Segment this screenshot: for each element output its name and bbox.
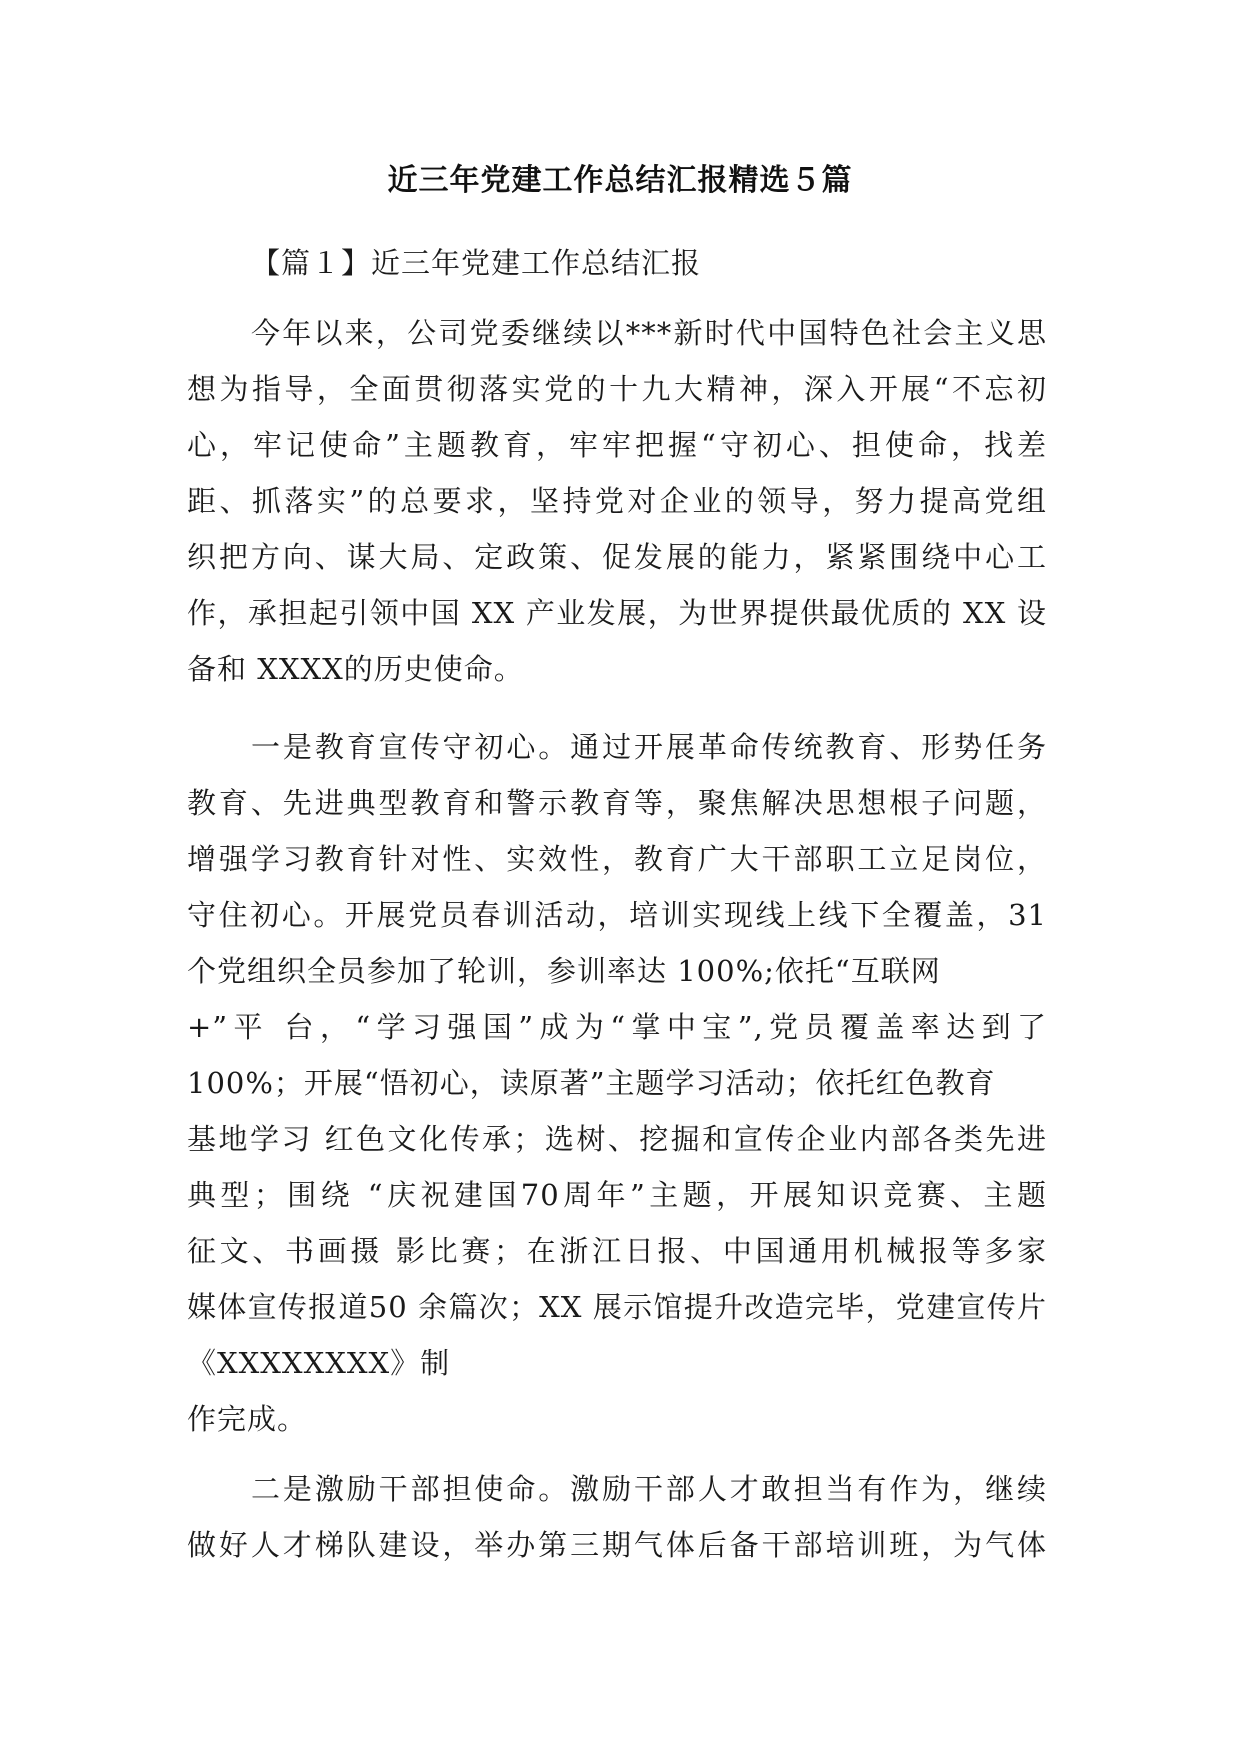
document-title: 近三年党建工作总结汇报精选５篇 bbox=[387, 163, 853, 198]
paragraph-line: 作完成。 bbox=[187, 1402, 308, 1436]
paragraph-line: 守住初心。开展党员春训活动，培训实现线上线下全覆盖，31 bbox=[187, 898, 1047, 932]
paragraph-line: 心，牢记使命”主题教育，牢牢把握“守初心、担使命，找差 bbox=[187, 428, 1047, 462]
paragraph-education bbox=[187, 719, 1047, 1447]
paragraph-line: 征文、书画摄 影比赛；在浙江日报、中国通用机械报等多家 bbox=[187, 1234, 1047, 1268]
paragraph-motivation bbox=[187, 1461, 1047, 1573]
paragraph-line: 《XXXXXXXX》制 bbox=[187, 1346, 451, 1380]
paragraph-intro bbox=[187, 305, 1047, 697]
paragraph-line: +”平 台，“学习强国”成为“掌中宝”,党员覆盖率达到了 bbox=[187, 1010, 1047, 1044]
paragraph-line: 今年以来，公司党委继续以***新时代中国特色社会主义思 bbox=[251, 316, 1047, 350]
section-heading: 【篇１】近三年党建工作总结汇报 bbox=[251, 246, 702, 280]
paragraph-line: 100%；开展“悟初心，读原著”主题学习活动；依托红色教育 bbox=[187, 1066, 996, 1100]
paragraph-line: 作，承担起引领中国 XX 产业发展，为世界提供最优质的 XX 设 bbox=[187, 596, 1047, 630]
paragraph-line: 备和 XXXX的历史使命。 bbox=[187, 652, 524, 686]
paragraph-line: 媒体宣传报道50 余篇次；XX 展示馆提升改造完毕，党建宣传片 bbox=[187, 1290, 1047, 1324]
paragraph-line: 基地学习 红色文化传承；选树、挖掘和宣传企业内部各类先进 bbox=[187, 1122, 1047, 1156]
paragraph-line: 织把方向、谋大局、定政策、促发展的能力，紧紧围绕中心工 bbox=[187, 540, 1047, 574]
paragraph-line: 教育、先进典型教育和警示教育等，聚焦解决思想根子问题， bbox=[187, 786, 1047, 820]
paragraph-line: 一是教育宣传守初心。通过开展革命传统教育、形势任务 bbox=[251, 730, 1047, 764]
document-body bbox=[187, 235, 1047, 1573]
paragraph-line: 想为指导，全面贯彻落实党的十九大精神，深入开展“不忘初 bbox=[187, 372, 1047, 406]
paragraph-line: 个党组织全员参加了轮训，参训率达 100%;依托“互联网 bbox=[187, 954, 941, 988]
paragraph-line: 典型；围绕 “庆祝建国70周年”主题，开展知识竞赛、主题 bbox=[187, 1178, 1047, 1212]
paragraph-line: 做好人才梯队建设，举办第三期气体后备干部培训班，为气体 bbox=[187, 1528, 1047, 1562]
paragraph-line: 增强学习教育针对性、实效性，教育广大干部职工立足岗位， bbox=[187, 842, 1047, 876]
paragraph-line: 二是激励干部担使命。激励干部人才敢担当有作为，继续 bbox=[251, 1472, 1047, 1506]
paragraph-line: 距、抓落实”的总要求，坚持党对企业的领导，努力提高党组 bbox=[187, 484, 1047, 518]
